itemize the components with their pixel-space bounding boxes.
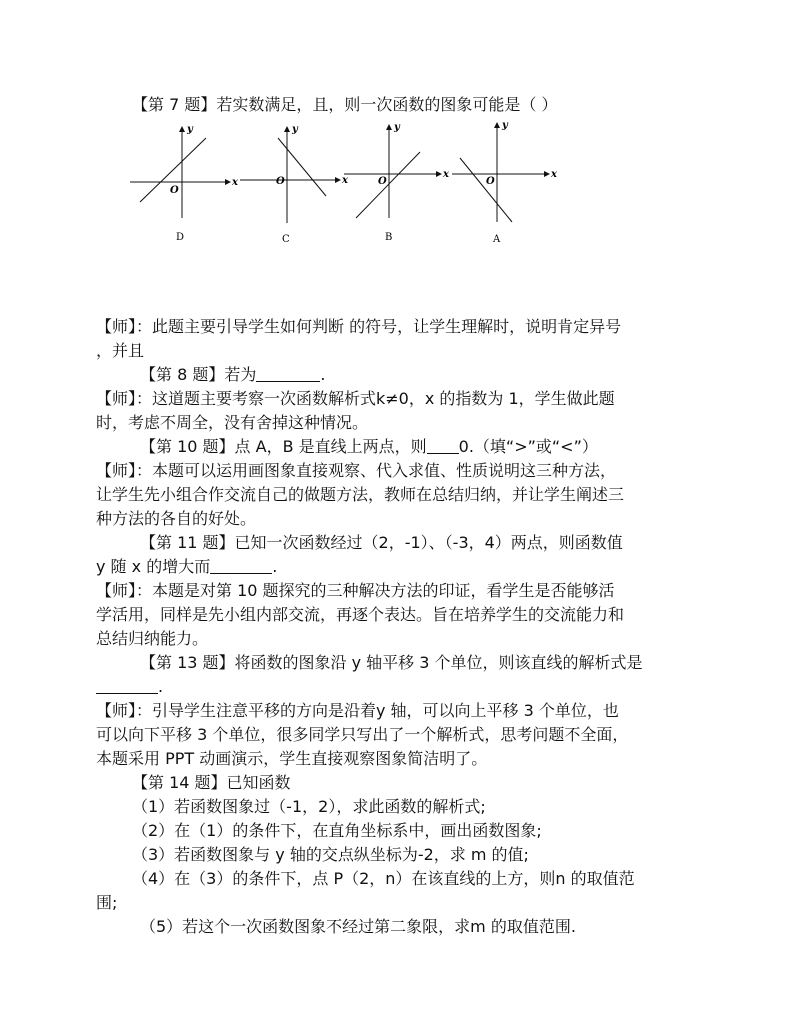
q13-answer-blank: [96, 677, 158, 694]
teacher-note-q10-line1: 【师】：本题可以运用画图象直接观察、代入求值、性质说明这三种方法，: [96, 461, 617, 480]
graph-a-label: A: [493, 234, 501, 245]
teacher-note-q11-line1: 【师】：本题是对第 10 题探究的三种解决方法的印证，看学生是否能够活: [96, 581, 615, 600]
graph-c-label: C: [282, 234, 290, 245]
graph-b-x-label: x: [443, 169, 449, 180]
graph-c: [240, 118, 350, 252]
graph-b: [344, 118, 454, 252]
teacher-note-q10-line2: 让学生先小组合作交流自己的做题方法，教师在总结归纳，并让学生阐述三: [96, 485, 625, 504]
teacher-note-q8-line1: 【师】：这道题主要考察一次函数解析式k≠0，x 的指数为 1，学生做此题: [96, 389, 615, 408]
q11-prompt: y 随 x 的增大而: [96, 557, 211, 576]
q14-text: 【第 14 题】已知函数: [132, 773, 291, 792]
graph-a-origin: O: [486, 176, 495, 187]
teacher-note-q11-line3: 总结归纳能力。: [96, 629, 209, 648]
graph-b-label: B: [385, 232, 393, 243]
q10-answer-blank: [427, 437, 459, 454]
graph-d-x-label: x: [232, 177, 238, 188]
graph-c-x-label: x: [342, 175, 348, 186]
q10-prompt: 【第 10 题】点 A，B 是直线上两点，则: [140, 437, 427, 456]
graph-d-label: D: [176, 232, 185, 243]
graph-a: [452, 118, 562, 252]
q14-part1: （1）若函数图象过（-1，2），求此函数的解析式;: [132, 797, 486, 816]
teacher-note-q11-line2: 学活用，同样是先小组内部交流，再逐个表达。旨在培养学生的交流能力和: [96, 605, 625, 624]
q10-text: [140, 436, 598, 458]
graph-c-origin: O: [276, 176, 285, 187]
q7-text: 【第 7 题】若实数满足，且，则一次函数的图象可能是（ ）: [132, 95, 558, 114]
q14-part2: （2）在（1）的条件下，在直角坐标系中，画出函数图象;: [132, 821, 542, 840]
graph-d-origin: O: [170, 185, 179, 196]
graph-b-origin: O: [378, 176, 387, 187]
q8-answer-blank: [256, 365, 320, 382]
graph-a-x-label: x: [551, 169, 557, 180]
q14-part4-cont: 围;: [96, 893, 118, 912]
graph-d-y-label: y: [187, 124, 193, 135]
q14-part3: （3）若函数图象与 y 轴的交点纵坐标为-2，求 m 的值;: [132, 845, 529, 864]
q13-answer-line: [96, 676, 163, 698]
teacher-note-q8-line2: 时，考虑不周全，没有舍掉这种情况。: [96, 413, 369, 432]
q11-period: .: [272, 557, 278, 576]
teacher-note-q7-line2: ，并且: [96, 341, 145, 360]
graph-b-y-label: y: [394, 122, 400, 133]
graph-c-y-label: y: [292, 124, 298, 135]
teacher-note-q10-line3: 种方法的各自的好处。: [96, 509, 257, 528]
q11-text-line2: [96, 556, 277, 578]
q8-prompt: 【第 8 题】若为: [140, 365, 257, 384]
q13-text: 【第 13 题】将函数的图象沿 y 轴平移 3 个单位，则该直线的解析式是: [140, 653, 643, 672]
teacher-note-q13-line1: 【师】：引导学生注意平移的方向是沿着y 轴，可以向上平移 3 个单位，也: [96, 701, 619, 720]
q10-suffix: 0.（填“>”或“<”）: [458, 437, 598, 456]
q14-part4: （4）在（3）的条件下，点 P（2，n）在该直线的上方，则n 的取值范: [132, 869, 635, 888]
q8-period: .: [320, 365, 326, 384]
graph-a-y-label: y: [502, 120, 508, 131]
q11-answer-blank: [210, 557, 272, 574]
teacher-note-q13-line3: 本题采用 PPT 动画演示，学生直接观察图象简洁明了。: [96, 749, 488, 768]
q11-text-line1: 【第 11 题】已知一次函数经过（2，-1）、（-3，4）两点，则函数值: [140, 533, 623, 552]
graph-d: [130, 118, 240, 252]
q8-text: [140, 364, 325, 386]
q13-period: .: [158, 677, 164, 696]
q14-part5: （5）若这个一次函数图象不经过第二象限，求m 的取值范围.: [140, 917, 576, 936]
teacher-note-q13-line2: 可以向下平移 3 个单位，很多同学只写出了一个解析式，思考问题不全面，: [96, 725, 629, 744]
teacher-note-q7-line1: 【师】：此题主要引导学生如何判断 的符号，让学生理解时，说明肯定异号: [96, 317, 622, 336]
